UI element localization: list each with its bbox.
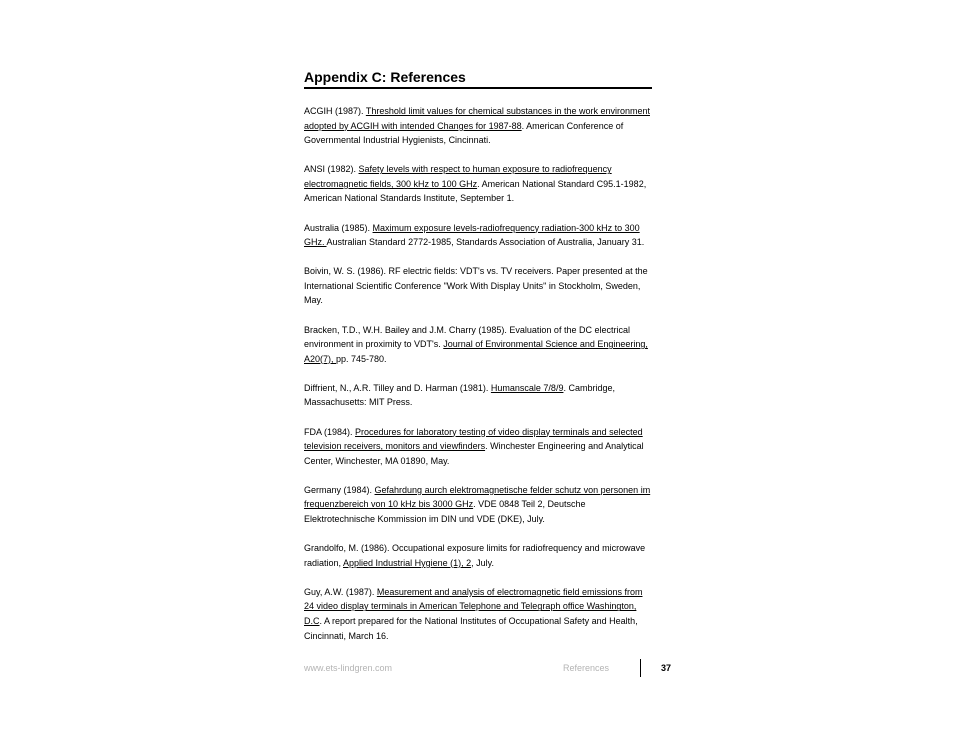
reference-entry [304, 264, 654, 308]
reference-text: Australian Standard 2772-1985, Standards Association of Australia, January 31. [326, 237, 645, 248]
reference-title: Gefahrdung aurch elektromagnetische felder schutz von personen im frequenzbereich von 10 kHz bis 3000 GHz [304, 484, 651, 510]
reference-text: . American National Standard C95.1-1982, American National Standards Institute, September 1. [304, 178, 647, 204]
reference-text: FDA (1984). [304, 426, 356, 437]
reference-entry [304, 483, 654, 527]
reference-text: . VDE 0848 Teil 2, Deutsche Elektrotechnische Kommission im DIN und VDE (DKE), July. [304, 499, 586, 524]
reference-text: pp. 745-780. [336, 353, 387, 364]
reference-title: Maximum exposure levels-radiofrequency radiation-300 kHz to 300 GHz. [304, 222, 640, 248]
reference-text: . American Conference of Governmental Industrial Hygienists, Cincinnati. [304, 120, 624, 146]
reference-text: Bracken, T.D., W.H. Bailey and J.M. Charry (1985). Evaluation of the DC electrical environment in proximity to VDT's. [304, 324, 630, 350]
reference-entry [304, 425, 654, 469]
reference-text: . Winchester Engineering and Analytical Center, Winchester, MA 01890, May. [304, 441, 644, 466]
reference-text: , July. [471, 557, 494, 568]
footer-divider [640, 659, 641, 677]
reference-text: ACGIH (1987). [304, 106, 366, 116]
reference-entry [304, 221, 654, 250]
reference-entry [304, 104, 654, 148]
page-title: Appendix C: References [304, 68, 652, 89]
page-number: 37 [661, 663, 672, 673]
reference-title: Threshold limit values for chemical substances in the work environment adopted by ACGIH with intended Changes for 1987-88 [304, 106, 650, 131]
reference-text: Diffrient, N., A.R. Tilley and D. Harman (1981). [304, 382, 491, 393]
reference-title: Procedures for laboratory testing of video display terminals and selected television receivers, monitors and viewfinders [304, 426, 643, 452]
reference-title: Humanscale 7/8/9 [490, 382, 564, 393]
footer-section-label: References [563, 663, 610, 673]
reference-entry [304, 541, 654, 570]
reference-text: ANSI (1982). [304, 164, 359, 175]
footer-website-link[interactable]: www.ets-lindgren.com [304, 663, 393, 673]
reference-text: . Cambridge, Massachusetts: MIT Press. [304, 382, 615, 408]
reference-title: Measurement and analysis of electromagnetic field emissions from 24 video display terminals in American Telephone and Telegraph office Washington, D.C [304, 586, 643, 626]
reference-text: Guy, A.W. (1987). [304, 586, 377, 597]
reference-entry [304, 323, 654, 367]
references-list [304, 104, 654, 658]
reference-text: Boivin, W. S. (1986). RF electric fields: VDT's vs. TV receivers. Paper presented at the International Scientific Conference "Work With Display Units" in Stockholm, Sweden, May. [304, 266, 648, 306]
reference-title: Safety levels with respect to human exposure to radiofrequency electromagnetic fields, 300 kHz to 100 GHz [304, 164, 612, 189]
reference-title: Journal of Environmental Science and Engineering, A20(7), [304, 339, 648, 364]
reference-text: Germany (1984). [304, 484, 375, 495]
reference-entry [304, 381, 654, 410]
reference-text: Australia (1985). [304, 222, 373, 233]
reference-text: Grandolfo, M. (1986). Occupational exposure limits for radiofrequency and microwave radiation, [304, 543, 646, 568]
reference-title: Applied Industrial Hygiene (1), 2 [343, 557, 472, 568]
reference-text: . A report prepared for the National Institutes of Occupational Safety and Health, Cincinnati, March 16. [304, 615, 638, 641]
reference-entry [304, 162, 654, 206]
reference-entry [304, 585, 654, 643]
